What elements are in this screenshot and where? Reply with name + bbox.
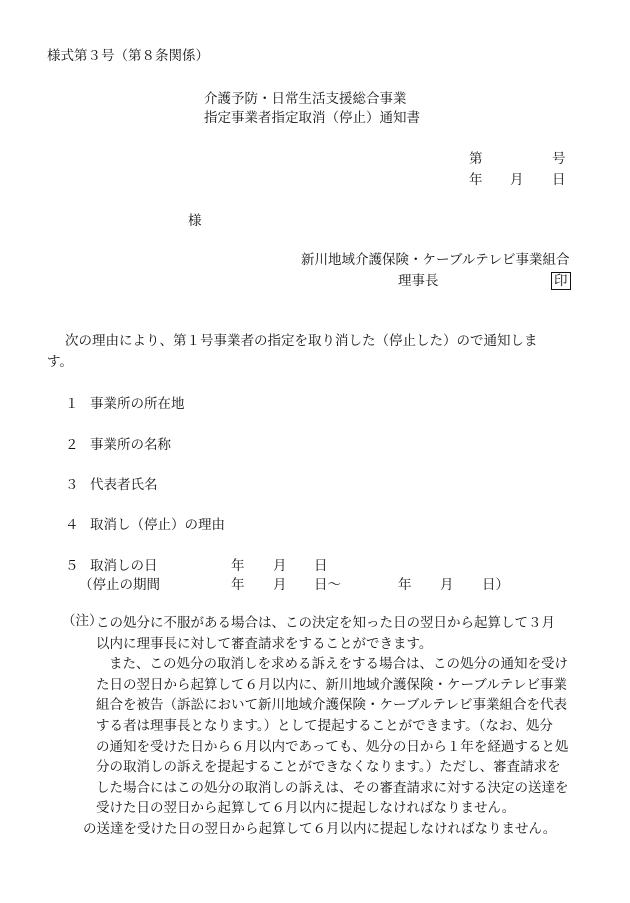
note-line: の通知を受けた日から６月以内であっても、処分の日から１年を経過すると処	[96, 738, 569, 755]
note-line: この処分に不服がある場合は、この決定を知った日の翌日から起算して３月	[96, 615, 555, 631]
note-line: 分の取消しの訴えを提起することができなくなります。）ただし、審査請求を	[96, 759, 561, 776]
item-5-month: 月	[273, 558, 287, 574]
addressee-suffix: 様	[188, 213, 202, 229]
item-2-label: 事業所の名称	[90, 437, 171, 453]
period-start-month: 月	[273, 577, 287, 593]
notes-block	[69, 613, 583, 840]
doc-number-prefix: 第	[469, 151, 483, 167]
period-end-year: 年	[398, 577, 412, 593]
item-4-number: ４	[65, 517, 79, 533]
note-line: た日の翌日から起算して６月以内に、新川地域介護保険・ケーブルテレビ事業	[96, 676, 568, 693]
item-1-label: 事業所の所在地	[90, 396, 185, 412]
notes-label: （注）	[62, 613, 103, 629]
item-3-label: 代表者氏名	[90, 477, 158, 493]
note-line: 以内に理事長に対して審査請求をすることができます。	[96, 635, 433, 652]
item-2-number: ２	[65, 437, 79, 453]
sender-organization: 新川地域介護保険・ケーブルテレビ事業組合	[301, 252, 570, 268]
period-end-day: 日）	[482, 577, 509, 593]
period-end-month: 月	[440, 577, 454, 593]
date-day: 日	[552, 172, 566, 188]
period-start-year: 年	[231, 577, 245, 593]
body-line-1: 次の理由により、第１号事業者の指定を取り消した（停止した）ので通知しま	[65, 333, 538, 349]
title-line-1: 介護予防・日常生活支援総合事業	[204, 91, 407, 107]
form-number: 様式第３号（第８条関係）	[47, 48, 209, 64]
sender-title: 理事長	[398, 273, 439, 289]
period-start-day: 日～	[314, 577, 341, 593]
note-line: また、この処分の取消しを求める訴えをする場合は、この処分の通知を受け	[109, 656, 568, 673]
item-5-label: 取消しの日	[90, 558, 158, 574]
seal-mark	[551, 272, 571, 290]
item-5-number: ５	[65, 558, 79, 574]
title-line-2: 指定事業者指定取消（停止）通知書	[204, 110, 420, 126]
item-5-day: 日	[314, 558, 328, 574]
note-line: の送達を受けた日の翌日から起算して６月以内に提起しなければなりません。	[83, 820, 557, 837]
note-line: 受けた日の翌日から起算して６月以内に提起しなければなりません。	[96, 800, 516, 817]
item-3-number: ３	[65, 477, 79, 493]
item-5-year: 年	[231, 558, 245, 574]
doc-number-suffix: 号	[552, 151, 566, 167]
seal-text: 印	[551, 272, 571, 290]
date-month: 月	[510, 172, 524, 188]
item-4-label: 取消し（停止）の理由	[90, 517, 225, 533]
body-line-2: す。	[47, 354, 73, 370]
item-1-number: １	[65, 396, 79, 412]
note-line: 組合を被告（訴訟において新川地域介護保険・ケーブルテレビ事業組合を代表	[96, 697, 568, 714]
date-year: 年	[469, 172, 483, 188]
note-line: した場合にはこの処分の取消しの訴えは、その審査請求に対する決定の送達を	[96, 779, 569, 796]
note-line: する者は理事長となります。）として提起することができます。（なお、処分	[96, 717, 553, 734]
suspension-period-label: （停止の期間	[79, 577, 160, 593]
